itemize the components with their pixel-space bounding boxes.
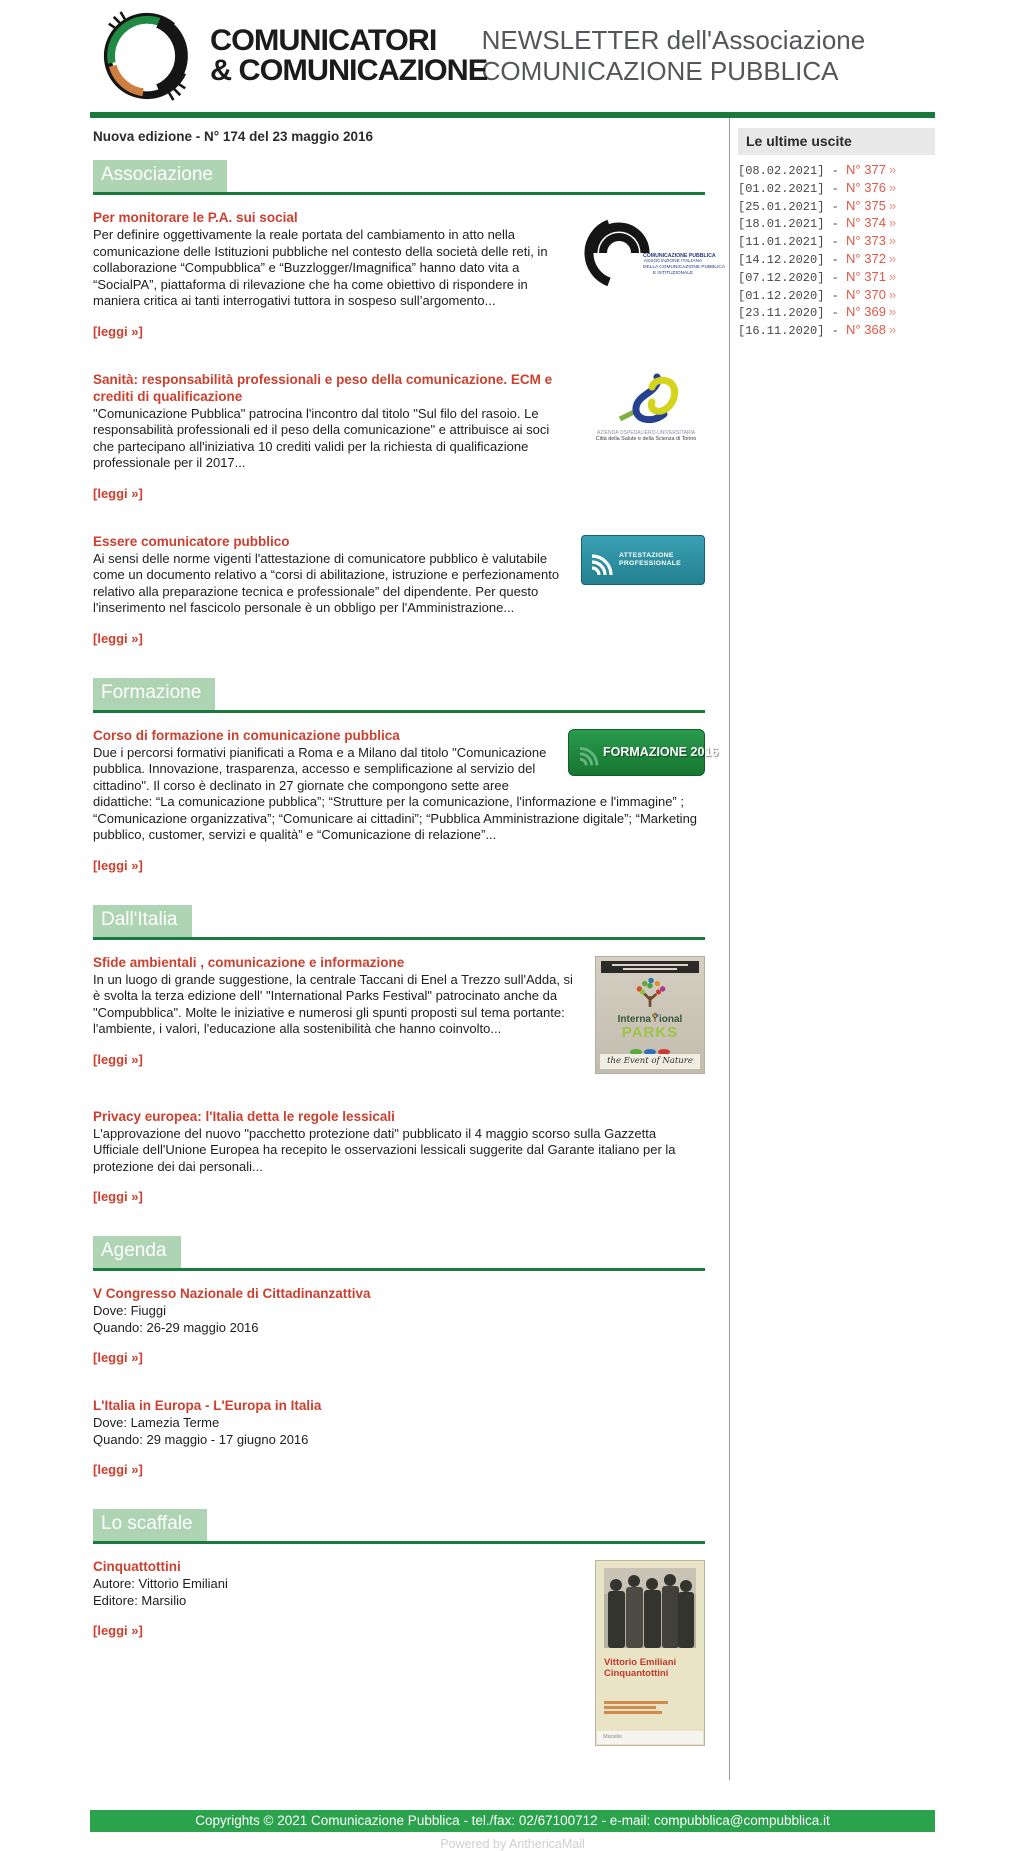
article-title: Corso di formazione in comunicazione pubblica — [93, 727, 400, 743]
brand-line1: COMUNICATORI — [210, 24, 437, 57]
agenda-quando: Quando: 29 maggio - 17 giugno 2016 — [93, 1431, 309, 1447]
book-item-cinquattottini — [93, 1558, 705, 1750]
agenda-item-italia-europa — [93, 1397, 705, 1479]
article-privacy-europea — [93, 1108, 705, 1207]
leggi-link[interactable]: [leggi »] — [93, 630, 143, 646]
agenda-title: V Congresso Nazionale di Cittadinanzattiva — [93, 1286, 371, 1301]
article-monitorare-pa — [93, 209, 726, 341]
issue-link-373[interactable]: [11.01.2021] - N° 373 » — [738, 233, 897, 250]
agenda-title: L'Italia in Europa - L'Europa in Italia — [93, 1398, 322, 1413]
issue-link-368[interactable]: [16.11.2020] - N° 368 » — [738, 322, 897, 339]
issue-link-372[interactable]: [14.12.2020] - N° 372 » — [738, 250, 897, 267]
comunicatori-logo-icon — [100, 9, 194, 103]
book-cover-author: Vittorio Emiliani — [604, 1657, 677, 1668]
formazione-2016-badge — [568, 729, 719, 776]
tree-icon — [631, 975, 669, 1007]
article-body: "Comunicazione Pubblica" patrocina l'incontro dal titolo "Sul filo del rasoio. Le responsabilità professionali ed il peso della comunicazione" e attribuisce ai soci che partecipano all'iniziativa 10 crediti validi per la richiesta di qualificazione professionale per il 2017... — [93, 405, 550, 470]
section-formazione — [93, 678, 705, 713]
article-corso-formazione — [93, 727, 719, 875]
section-label-dallitalia: Dall'Italia — [93, 905, 192, 937]
issue-link-369[interactable]: [23.11.2020] - N° 369 » — [738, 304, 897, 321]
article-comunicatore-pubblico — [93, 533, 705, 648]
leggi-link[interactable]: [leggi »] — [93, 1462, 143, 1477]
issue-link-377[interactable]: [08.02.2021] - N° 377 » — [738, 162, 897, 178]
agenda-quando: Quando: 26-29 maggio 2016 — [93, 1319, 259, 1335]
ribbon-icon — [606, 373, 686, 425]
parks-top-banner — [601, 961, 699, 973]
article-body: L'approvazione del nuovo "pacchetto protezione dati" pubblicato il 4 maggio scorso sulla Gazzetta Ufficiale dell'Unione Europea ha recepito le osservazioni lessicali suggerite dal Garante italiano per la protezione dei dai personali... — [93, 1125, 676, 1174]
section-dallitalia — [93, 905, 705, 940]
article-sanita-ecm — [93, 371, 705, 503]
page-wrapper — [90, 0, 935, 1851]
azienda-caption-2: Città della Salute e della Scienza di Torino — [595, 435, 697, 442]
issue-link-375[interactable]: [25.01.2021] - N° 375 » — [738, 197, 897, 214]
article-title: Sfide ambientali , comunicazione e informazione — [93, 954, 405, 970]
footer-bar: Copyrights © 2021 Comunicazione Pubblica - tel./fax: 02/67100712 - e-mail: compubblica@compubblica.it — [90, 1810, 935, 1832]
agenda-dove: Dove: Lamezia Terme — [93, 1415, 220, 1430]
agenda-dove: Dove: Fiuggi — [93, 1303, 166, 1318]
azienda-caption-1: AZIENDA OSPEDALIERO-UNIVERSITARIA — [596, 429, 696, 436]
international-parks-photo — [595, 956, 705, 1074]
green-arcs-icon — [575, 735, 601, 769]
issue-link-370[interactable]: [01.12.2020] - N° 370 » — [738, 286, 897, 303]
article-body: Due i percorsi formativi pianificati a Roma e a Milano dal titolo "Comunicazione pubblica. Innovazione, trasparenza, accesso e semplificazione al servizio del cittadino". Il corso è declinato in 27 giornate che compongono sette aree didattiche: “La comunicazione pubblica”; “Strutture per la comunicazione, l'informazione e l'immagine” ; “Comunicazione organizzativa”; “Comunicare ai cittadini”; “Pubblica Amministrazione digitale”; “Marketing pubblico, customer, servizi e qualità” e “Comunicazione di relazione”... — [93, 744, 698, 842]
newsletter-masthead — [482, 25, 866, 86]
masthead-line2: COMUNICAZIONE PUBBLICA — [481, 56, 839, 86]
brand-line2: & COMUNICAZIONE — [210, 54, 488, 87]
parks-wordmark: Interna ional — [617, 1013, 683, 1025]
leggi-link[interactable]: [leggi »] — [93, 1051, 143, 1067]
article-body: Per definire oggettivamente la reale portata del cambiamento in atto nella comunicazione delle Istituzioni pubbliche nel contesto della società delle reti, in collaborazione “Compubblica” e “Buzzlogger/Imagnifica” hanno dato vita a “SocialPA”, piattaforma di rilevazione che ha come obiettivo di rispondere in maniera critica ai tanti interrogativi tuttora in sospeso sull’argomento... — [93, 227, 548, 308]
comunicazione-pubblica-logo — [587, 211, 726, 289]
main-column — [90, 118, 726, 1780]
section-agenda — [93, 1236, 705, 1271]
white-arcs-icon — [587, 541, 615, 579]
arcs-logo-icon — [587, 211, 649, 289]
edition-title: Nuova edizione - N° 174 del 23 maggio 2016 — [93, 129, 373, 144]
sidebar-title: Le ultime uscite — [738, 128, 935, 155]
leggi-link[interactable]: [leggi »] — [93, 485, 143, 501]
powered-by: Powered by AnthericaMail — [440, 1837, 585, 1851]
leggi-link[interactable]: [leggi »] — [93, 1189, 143, 1204]
section-label-formazione: Formazione — [93, 678, 215, 710]
article-title: Essere comunicatore pubblico — [93, 533, 290, 549]
section-label-agenda: Agenda — [93, 1236, 181, 1268]
book-author-line: Autore: Vittorio Emiliani — [93, 1576, 228, 1591]
section-label-associazione: Associazione — [93, 160, 227, 192]
article-body: Ai sensi delle norme vigenti l'attestazione di comunicatore pubblico è valutabile come un documento relativo a “corsi di abilitazione, istruzione e perfezionamento relativo alla preparazione tecnica e professionale” del dipendente. Per questo l'inserimento nel fascicolo personale è un obbligo per l'Amministrazione... — [93, 550, 560, 615]
issue-link-371[interactable]: [07.12.2020] - N° 371 » — [738, 268, 897, 285]
badge-label: ATTESTAZIONE PROFESSIONALE — [619, 551, 682, 567]
issue-link-376[interactable]: [01.02.2021] - N° 376 » — [738, 179, 897, 196]
section-lo-scaffale — [93, 1509, 705, 1544]
badge-label: FORMAZIONE 2016 — [603, 745, 719, 759]
leggi-link[interactable]: [leggi »] — [93, 1623, 143, 1638]
section-associazione — [93, 160, 705, 195]
sidebar — [729, 118, 935, 1780]
parks-tagline: the Event of Nature — [600, 1054, 700, 1069]
section-label-lo-scaffale: Lo scaffale — [93, 1509, 207, 1541]
article-sfide-ambientali — [93, 954, 705, 1078]
article-title: Privacy europea: l'Italia detta le regole lessicali — [93, 1108, 395, 1124]
agenda-item-cittadinanzattiva — [93, 1285, 705, 1367]
leggi-link[interactable]: [leggi »] — [93, 323, 143, 339]
azienda-ospedaliera-logo — [587, 373, 705, 442]
brand-title — [210, 26, 487, 86]
book-cover-blurb — [604, 1701, 696, 1714]
attestazione-professionale-badge — [581, 535, 705, 585]
leggi-link[interactable]: [leggi »] — [93, 1350, 143, 1365]
book-editor-line: Editore: Marsilio — [93, 1592, 187, 1608]
leggi-link[interactable]: [leggi »] — [93, 857, 143, 873]
book-cover-photo — [604, 1568, 696, 1648]
article-title: Sanità: responsabilità professionali e peso della comunicazione. ECM e crediti di qualificazione — [93, 371, 553, 404]
book-cover-publisher: Marsilio — [597, 1731, 703, 1744]
article-body: In un luogo di grande suggestione, la centrale Taccani di Enel a Trezzo sull'Adda, si è svolta la terza edizione dell' "International Parks Festival" patrocinato anche da "Compubblica". Molte le iniziative e numerosi gli spunti proposti sul tema portante: l'ambiente, i valori, l'educazione alla sostenibilità che hanno coinvolto... — [93, 971, 573, 1036]
issue-link-374[interactable]: [18.01.2021] - N° 374 » — [738, 215, 897, 232]
book-title: Cinquattottini — [93, 1559, 181, 1574]
parks-title: PARKS — [621, 1023, 679, 1041]
masthead-line1: NEWSLETTER dell'Associazione — [481, 25, 866, 56]
header — [90, 0, 935, 112]
book-cover-title: Cinquantottini — [604, 1668, 669, 1679]
book-cover — [595, 1560, 705, 1746]
logo-caption: COMUNICAZIONE PUBBLICA ASSOCIAZIONE ITALIANA DELLA COMUNICAZIONE PUBBLICA E ISTITUZIONALE — [643, 253, 726, 276]
article-title: Per monitorare le P.A. sui social — [93, 210, 298, 225]
